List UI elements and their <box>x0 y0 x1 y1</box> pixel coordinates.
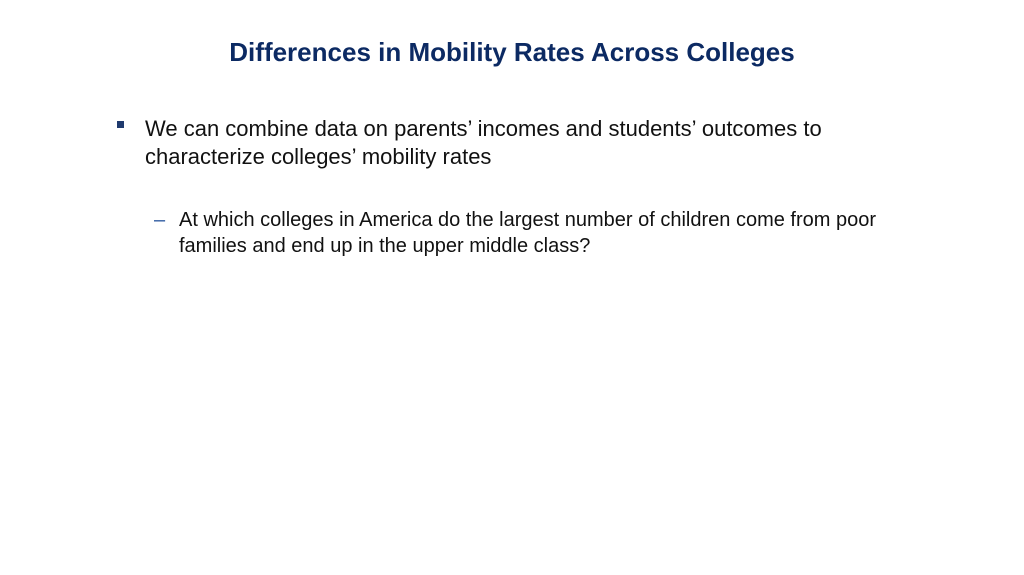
slide-title: Differences in Mobility Rates Across Colleges <box>229 37 795 67</box>
bullet-text: We can combine data on parents’ incomes and students’ outcomes to characterize colleges’ mobility rates <box>145 116 822 169</box>
square-bullet-icon <box>117 121 124 128</box>
sub-bullet-text: At which colleges in America do the largest number of children come from poor families and end up in the upper middle class? <box>179 209 877 257</box>
dash-bullet-icon: – <box>154 209 166 231</box>
